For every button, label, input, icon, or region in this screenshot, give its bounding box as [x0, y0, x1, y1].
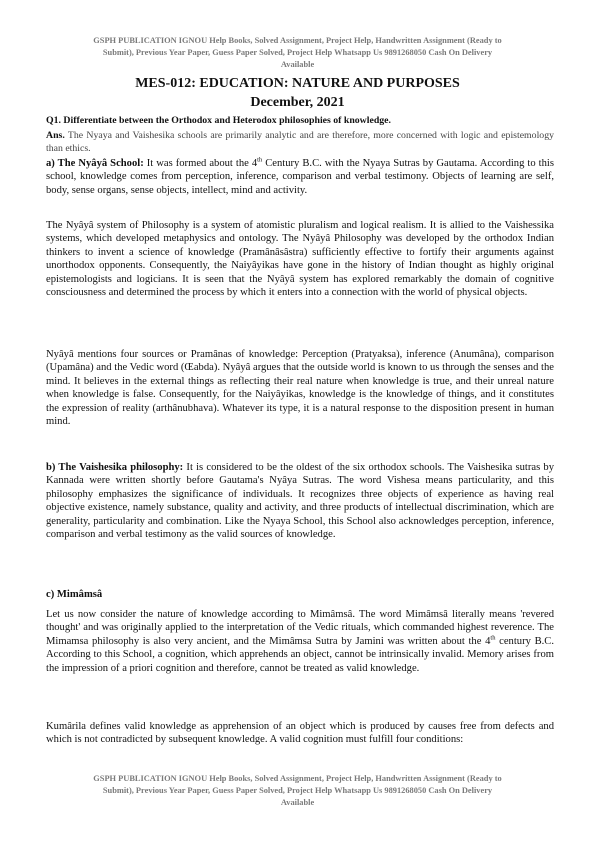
page-footer	[40, 773, 555, 809]
footer-line: GSPH PUBLICATION IGNOU Help Books, Solved Assignment, Project Help, Handwritten Assignment (Ready to	[93, 774, 502, 783]
document-date: December, 2021	[250, 95, 345, 110]
pramanas-paragraph: Nyâyâ mentions four sources or Pramânas of knowledge: Perception (Pratyaksa), inference (Anumâna), comparison (Upamâna) and the Vedic word (Œabda). Nyâyâ argues that the outside world is known to us through the senses and the mind. It believes in the external things as reflecting their real nature when knowledge is true, and their unreal nature when knowledge is false. Consequently, for the Naiyâyikas, knowledge is the knowledge of things, and it constitutes the expression of reality (arthânubhava). Whatever its type, it is a natural response to the disposition present in human mind.	[46, 349, 554, 428]
header-line: Available	[280, 60, 315, 69]
section-a-text: Century B.C. with the Nyaya Sutras by Gautama. According to this school, knowledge comes from perception, inference, comparison and verbal testimony. Objects of learning are self, body, sense organs, sense objects, intellect, mind and activity.	[46, 158, 554, 196]
answer-text: The Nyaya and Vaishesika schools are primarily analytic and are therefore, more concerned with logic and epistemology than ethics.	[46, 130, 554, 154]
document-title: MES-012: EDUCATION: NATURE AND PURPOSES	[135, 76, 460, 91]
section-a-heading: a) The Nyâyâ School:	[46, 158, 144, 169]
kumarila-paragraph: Kumârila defines valid knowledge as apprehension of an object which is produced by causes free from defects and which is not contradicted by subsequent knowledge. A valid cognition must fulfill four conditions:	[46, 721, 554, 746]
section-b-paragraph	[46, 461, 554, 541]
footer-line: Submit), Previous Year Paper, Guess Paper Solved, Project Help Whatsapp Us 9891268050 Cash On Delivery	[102, 786, 493, 795]
answer-intro	[46, 129, 554, 155]
page-header	[40, 35, 555, 71]
nyaya-system-paragraph: The Nyâyâ system of Philosophy is a system of atomistic pluralism and logical realism. It is allied to the Vaishessika systems, which developed metaphysics and ontology. The Nyâyâ Philosophy was developed by the orthodox Indian thinkers to invent a science of knowledge (Pramânâsâstra) sufficiently effective to fortify their arguments against unorthodox opponents. Consequently, the Naiyâyikas have gone in the history of Indian thought as highly original epistemologists and logicians. It is seen that the Nyâyâ system has explored remarkably the domain of cognitive consciousness and determined the process by which it enters into a connection with the world of physical objects.	[46, 220, 554, 299]
mimamsa-paragraph	[46, 608, 554, 675]
section-b-heading: b) The Vaishesika philosophy:	[46, 462, 184, 473]
header-line: GSPH PUBLICATION IGNOU Help Books, Solved Assignment, Project Help, Handwritten Assignment (Ready to	[93, 36, 502, 45]
section-c-heading: c) Mimâmsâ	[46, 589, 103, 600]
question: Q1. Differentiate between the Orthodox and Heterodox philosophies of knowledge.	[46, 115, 391, 126]
footer-line: Available	[280, 798, 315, 807]
answer-label: Ans.	[46, 130, 65, 141]
mimamsa-text: century B.C. According to this School, a cognition, which apprehends an object, cannot be intrinsically invalid. Memory arises from the impression of a priori cognition and therefore, cannot be treated as valid knowledge.	[46, 635, 554, 674]
superscript: th	[257, 156, 263, 164]
section-a-text: It was formed about the 4	[143, 158, 258, 169]
section-a-paragraph	[46, 157, 554, 197]
section-b-text: It is considered to be the oldest of the six orthodox schools. The Vaishesika sutras by Kannada were written shortly before Gautama's Nyâya Sutras. The word Vishesa means particularity, and this philosophy emphasizes the significance of individuals. It recognizes three objects of experience as having real objective existence, namely substance, quality and activity, and three products of intellectual discrimination, which are generality, particularity and combination. Like the Nyaya School, this School also acknowledges perception, inference, comparison and verbal testimony as the valid sources of knowledge.	[46, 462, 554, 541]
superscript: th	[490, 634, 496, 642]
header-line: Submit), Previous Year Paper, Guess Paper Solved, Project Help Whatsapp Us 9891268050 Cash On Delivery	[102, 48, 493, 57]
mimamsa-text: Let us now consider the nature of knowledge according to Mimâmsâ. The word Mimâmsâ literally means 'revered thought' and was originally applied to the interpretation of the Vedic rituals, which commanded highest reverence. The Mimamsa philosophy is also very ancient, and the Mimâmsa Sutra by Jamini was written about the 4	[46, 609, 554, 647]
